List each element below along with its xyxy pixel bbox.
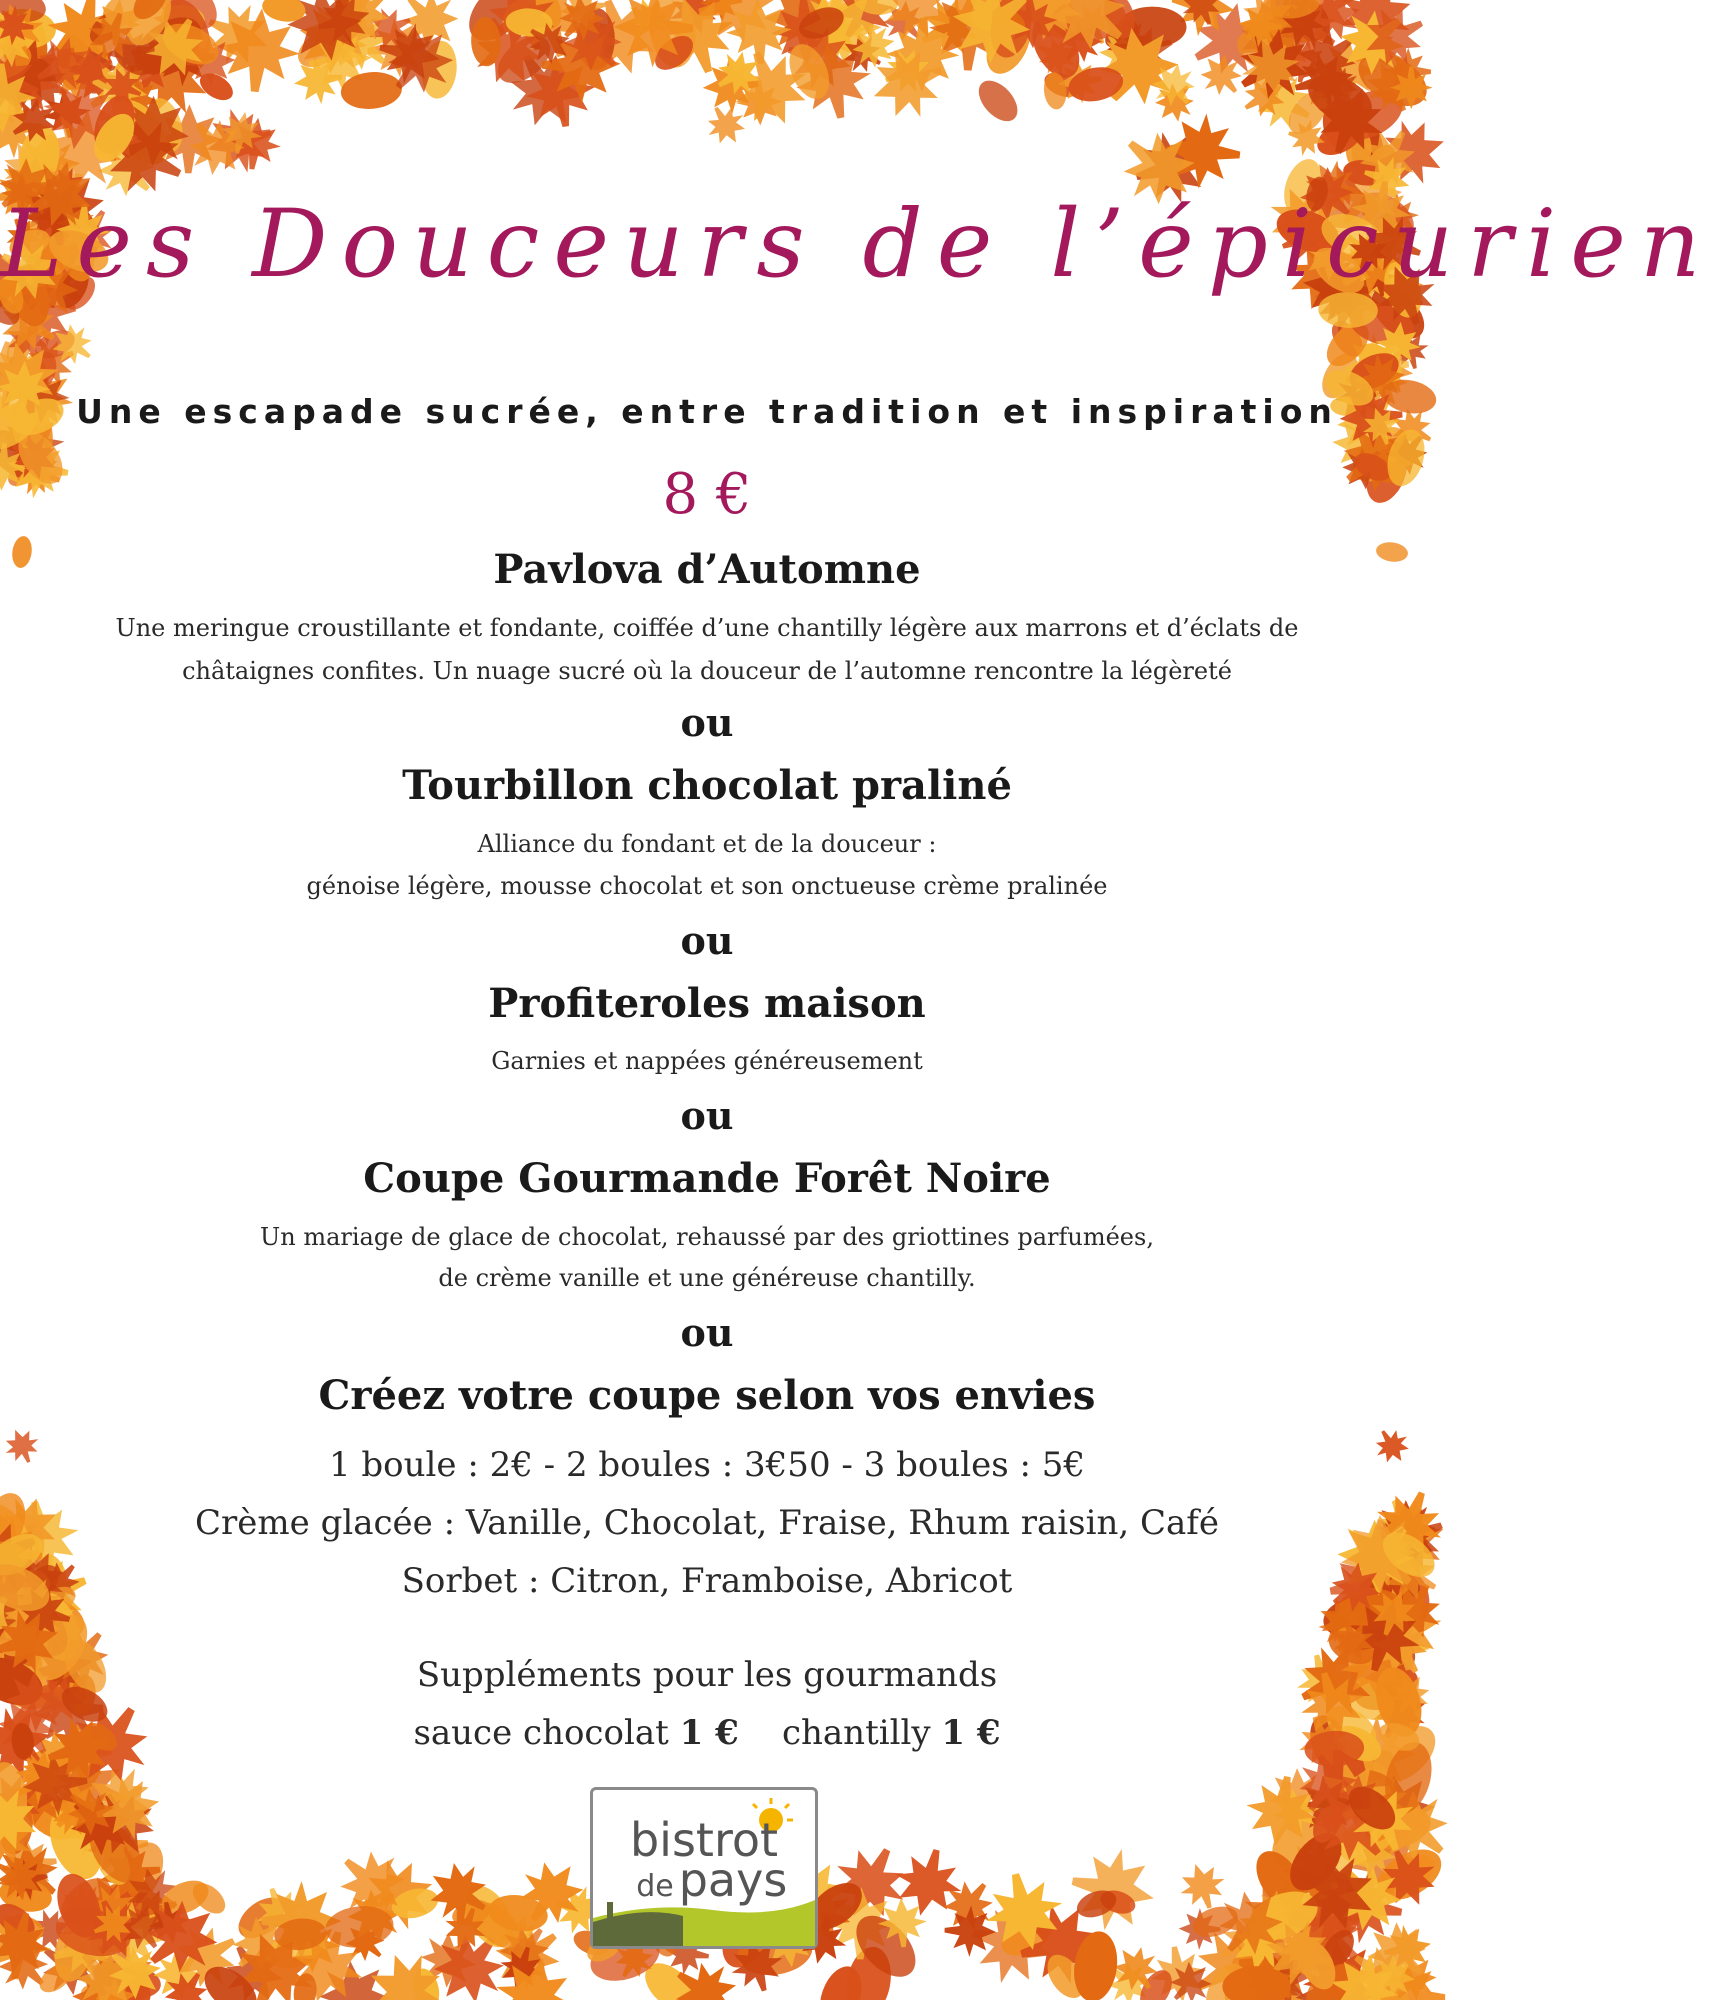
supplements-title: Suppléments pour les gourmands — [416, 1655, 998, 1695]
supplement-chantilly-price: 1 € — [941, 1713, 1001, 1753]
dish-description-line: Alliance du fondant et de la douceur : — [477, 830, 937, 858]
dish-description-line: de crème vanille et une généreuse chantilly. — [438, 1264, 976, 1292]
bistrot-de-pays-logo — [590, 1787, 818, 1949]
dish-description-line: génoise légère, mousse chocolat et son onctueuse crème pralinée — [306, 872, 1108, 900]
menu-title: Les Douceurs de l’épicurien — [0, 190, 1714, 299]
dish-description-line: Une meringue croustillante et fondante, coiffée d’une chantilly légère aux marrons et d’éclats de — [115, 614, 1299, 642]
dish-description-line: châtaignes confites. Un nuage sucré où la douceur de l’automne rencontre la légèreté — [182, 657, 1232, 685]
dish-title-custom-coupe: Créez votre coupe selon vos envies — [318, 1372, 1096, 1419]
menu-price: 8 € — [662, 462, 752, 527]
logo-text-pays: pays — [678, 1853, 788, 1907]
dish-description-line: Garnies et nappées généreusement — [491, 1047, 923, 1075]
separator-or: ou — [680, 1310, 734, 1355]
logo-text-bistrot: bistrot — [629, 1813, 779, 1867]
supplement-chantilly-label: chantilly — [781, 1713, 931, 1753]
menu-subtitle: Une escapade sucrée, entre tradition et inspiration — [76, 392, 1338, 431]
dish-description-line: Un mariage de glace de chocolat, rehaussé par des griottines parfumées, — [260, 1223, 1154, 1251]
dish-title-pavlova: Pavlova d’Automne — [493, 546, 921, 593]
supplement-sauce-price: 1 € — [679, 1713, 739, 1753]
supplement-sauce-label: sauce chocolat — [413, 1713, 669, 1753]
supplements-line — [0, 1704, 1414, 1762]
separator-or: ou — [680, 1093, 734, 1138]
separator-or: ou — [680, 918, 734, 963]
dish-title-foret-noire: Coupe Gourmande Forêt Noire — [363, 1155, 1051, 1202]
logo-text-de: de — [636, 1869, 674, 1904]
ice-cream-flavours: Crème glacée : Vanille, Chocolat, Fraise, Rhum raisin, Café — [195, 1503, 1219, 1543]
separator-or: ou — [680, 700, 734, 745]
dish-title-profiteroles: Profiteroles maison — [488, 980, 926, 1027]
dish-title-tourbillon: Tourbillon chocolat praliné — [402, 762, 1012, 809]
ice-cream-prices: 1 boule : 2€ - 2 boules : 3€50 - 3 boules : 5€ — [328, 1445, 1086, 1485]
sorbet-flavours: Sorbet : Citron, Framboise, Abricot — [401, 1561, 1013, 1601]
